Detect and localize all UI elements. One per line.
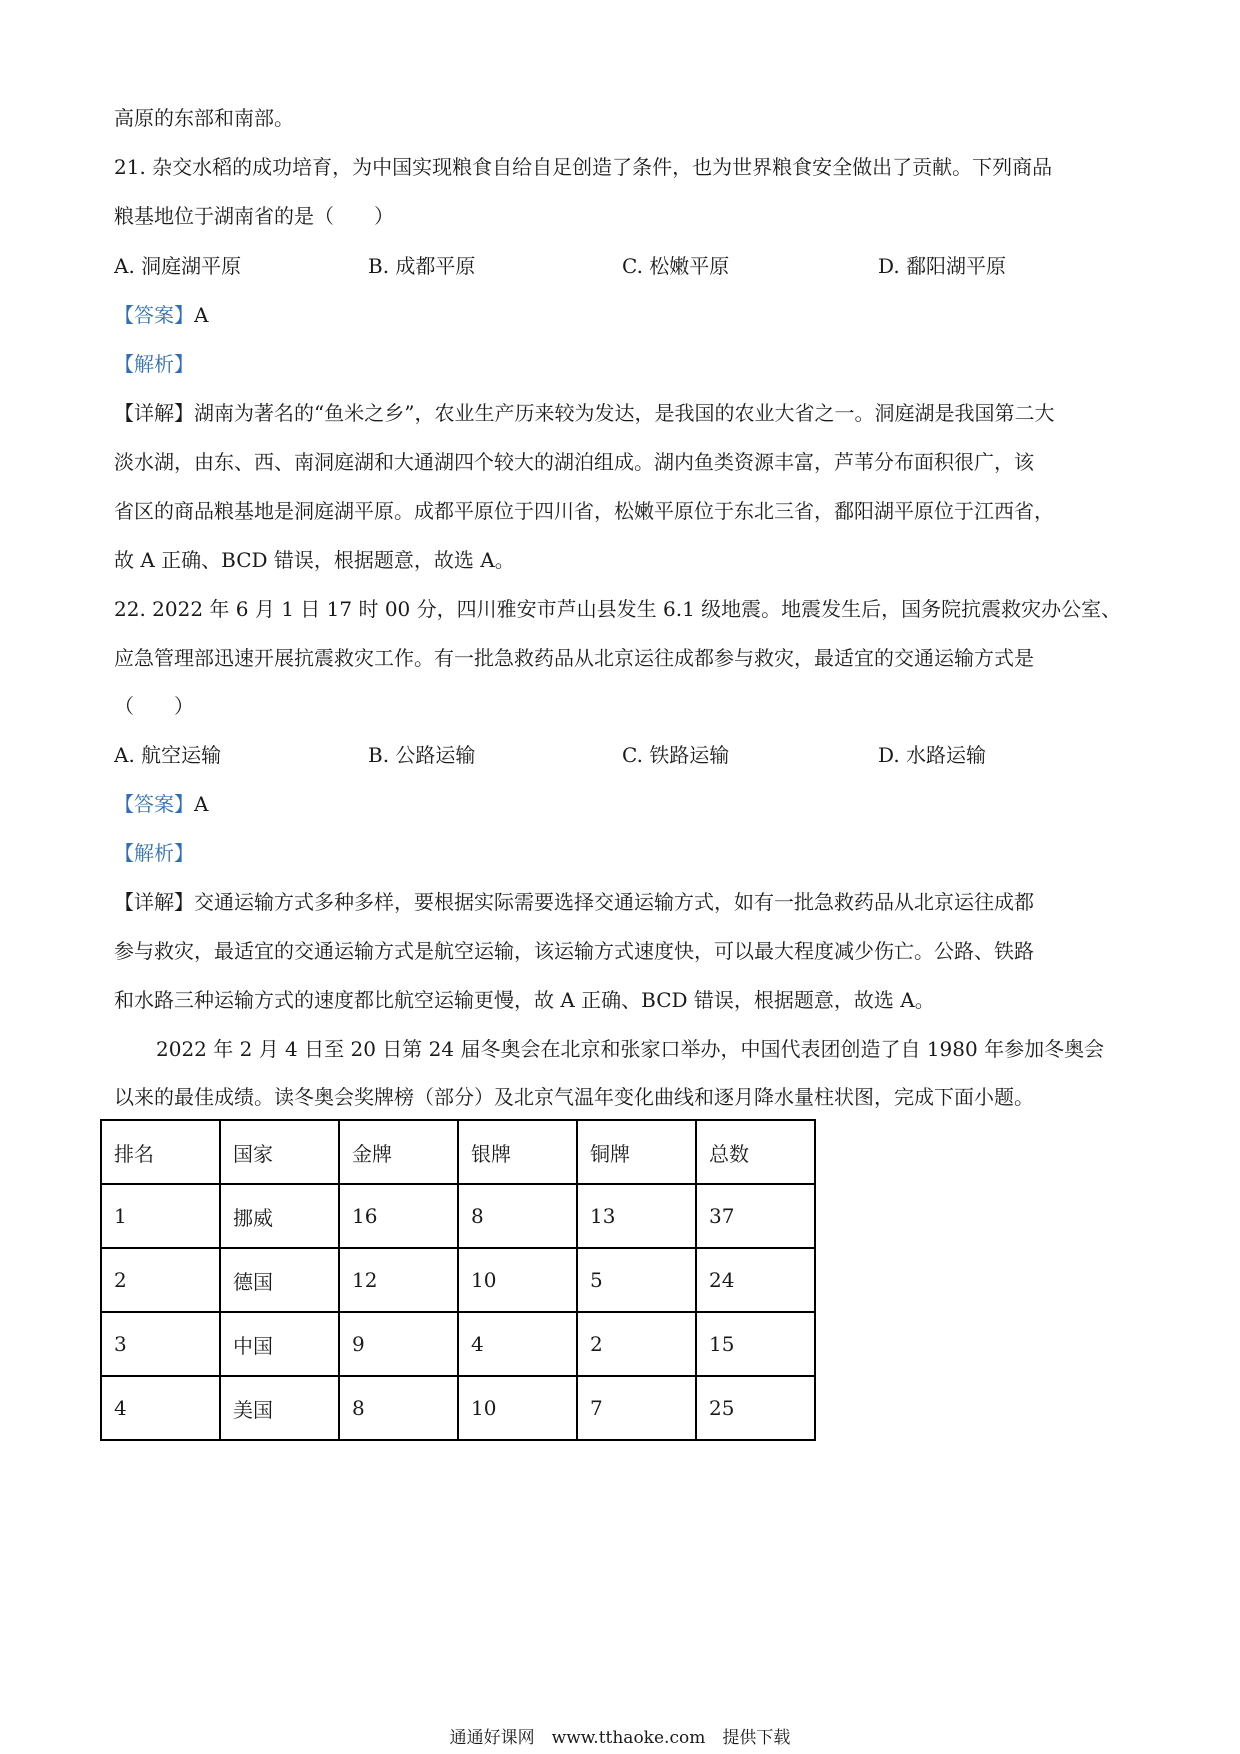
q21-detail-4: 故 A 正确、BCD 错误，根据题意，故选 A。 [114, 548, 515, 572]
table-header-cell: 国家 [220, 1120, 339, 1184]
q22-detail-2: 参与救灾，最适宜的交通运输方式是航空运输，该运输方式速度快，可以最大程度减少伤亡。公路、铁路 [114, 939, 1034, 963]
answer-label: 【答案】 [114, 792, 194, 816]
table-cell: 10 [458, 1376, 577, 1440]
table-cell: 3 [101, 1312, 220, 1376]
table-cell: 37 [696, 1184, 815, 1248]
table-row [101, 1312, 815, 1376]
table-cell: 24 [696, 1248, 815, 1312]
q21-detail-1 [114, 399, 1054, 427]
q21-detail-2: 淡水湖，由东、西、南洞庭湖和大通湖四个较大的湖泊组成。湖内鱼类资源丰富，芦苇分布面积很广，该 [114, 450, 1034, 474]
q21-option-d: D. 鄱阳湖平原 [878, 254, 1007, 278]
table-cell: 4 [101, 1376, 220, 1440]
q22-option-d: D. 水路运输 [878, 743, 987, 767]
q22-option-c: C. 铁路运输 [622, 743, 730, 767]
table-cell: 挪威 [220, 1184, 339, 1248]
medal-table-body [101, 1120, 815, 1440]
detail-label: 【详解】 [114, 401, 194, 425]
question-21-stem: 21. 杂交水稻的成功培育，为中国实现粮食自给自足创造了条件，也为世界粮食安全做出了贡献。下列商品 [114, 155, 1053, 179]
question-22-stem-cont: 应急管理部迅速开展抗震救灾工作。有一批急救药品从北京运往成都参与救灾，最适宜的交通运输方式是 [114, 646, 1034, 670]
q22-answer [114, 790, 208, 818]
table-cell: 16 [339, 1184, 458, 1248]
detail-text: 湖南为著名的“鱼米之乡”，农业生产历来较为发达，是我国的农业大省之一。洞庭湖是我国第二大 [194, 401, 1055, 425]
table-cell: 1 [101, 1184, 220, 1248]
intro-line-2: 以来的最佳成绩。读冬奥会奖牌榜（部分）及北京气温年变化曲线和逐月降水量柱状图，完成下面小题。 [114, 1085, 1034, 1109]
q22-option-a: A. 航空运输 [114, 743, 222, 767]
table-header-cell: 铜牌 [577, 1120, 696, 1184]
table-header-cell: 排名 [101, 1120, 220, 1184]
table-cell: 13 [577, 1184, 696, 1248]
table-cell: 7 [577, 1376, 696, 1440]
table-cell: 德国 [220, 1248, 339, 1312]
answer-value: A [194, 792, 209, 816]
analysis-label: 【解析】 [114, 352, 194, 376]
text-line: 高原的东部和南部。 [114, 106, 294, 130]
table-cell: 美国 [220, 1376, 339, 1440]
q22-option-b: B. 公路运输 [368, 743, 476, 767]
table-cell: 2 [101, 1248, 220, 1312]
intro-line-1: 2022 年 2 月 4 日至 20 日第 24 届冬奥会在北京和张家口举办，中国代表团创造了自 1980 年参加冬奥会 [156, 1037, 1105, 1061]
detail-label: 【详解】 [114, 890, 194, 914]
table-cell: 5 [577, 1248, 696, 1312]
page-footer: 通通好课网 www.tthaoke.com 提供下载 [449, 1728, 791, 1748]
q21-detail-3: 省区的商品粮基地是洞庭湖平原。成都平原位于四川省，松嫩平原位于东北三省，鄱阳湖平原位于江西省， [114, 499, 1054, 523]
q22-analysis [114, 839, 194, 867]
analysis-label: 【解析】 [114, 841, 194, 865]
table-row [101, 1184, 815, 1248]
table-cell: 12 [339, 1248, 458, 1312]
table-row [101, 1248, 815, 1312]
answer-label: 【答案】 [114, 303, 194, 327]
table-cell: 4 [458, 1312, 577, 1376]
answer-value: A [194, 303, 209, 327]
table-header-cell: 金牌 [339, 1120, 458, 1184]
question-22-stem: 22. 2022 年 6 月 1 日 17 时 00 分，四川雅安市芦山县发生 6.1 级地震。地震发生后，国务院抗震救灾办公室、 [114, 597, 1122, 621]
q21-answer [114, 301, 208, 329]
table-header-row [101, 1120, 815, 1184]
table-cell: 10 [458, 1248, 577, 1312]
table-cell: 9 [339, 1312, 458, 1376]
q22-detail-3: 和水路三种运输方式的速度都比航空运输更慢，故 A 正确、BCD 错误，根据题意，故选 A。 [114, 988, 935, 1012]
q21-analysis [114, 350, 194, 378]
q21-option-a: A. 洞庭湖平原 [114, 254, 242, 278]
table-cell: 8 [458, 1184, 577, 1248]
table-cell: 中国 [220, 1312, 339, 1376]
q21-option-c: C. 松嫩平原 [622, 254, 730, 278]
table-cell: 25 [696, 1376, 815, 1440]
table-header-cell: 银牌 [458, 1120, 577, 1184]
q21-option-b: B. 成都平原 [368, 254, 476, 278]
table-header-cell: 总数 [696, 1120, 815, 1184]
table-row [101, 1376, 815, 1440]
question-21-stem-cont: 粮基地位于湖南省的是（ ） [114, 204, 394, 228]
question-22-bracket: （ ） [114, 694, 194, 718]
q22-detail-1 [114, 888, 1034, 916]
detail-text: 交通运输方式多种多样，要根据实际需要选择交通运输方式，如有一批急救药品从北京运往成都 [194, 890, 1034, 914]
table-cell: 2 [577, 1312, 696, 1376]
medal-table [100, 1119, 816, 1441]
table-cell: 15 [696, 1312, 815, 1376]
table-cell: 8 [339, 1376, 458, 1440]
